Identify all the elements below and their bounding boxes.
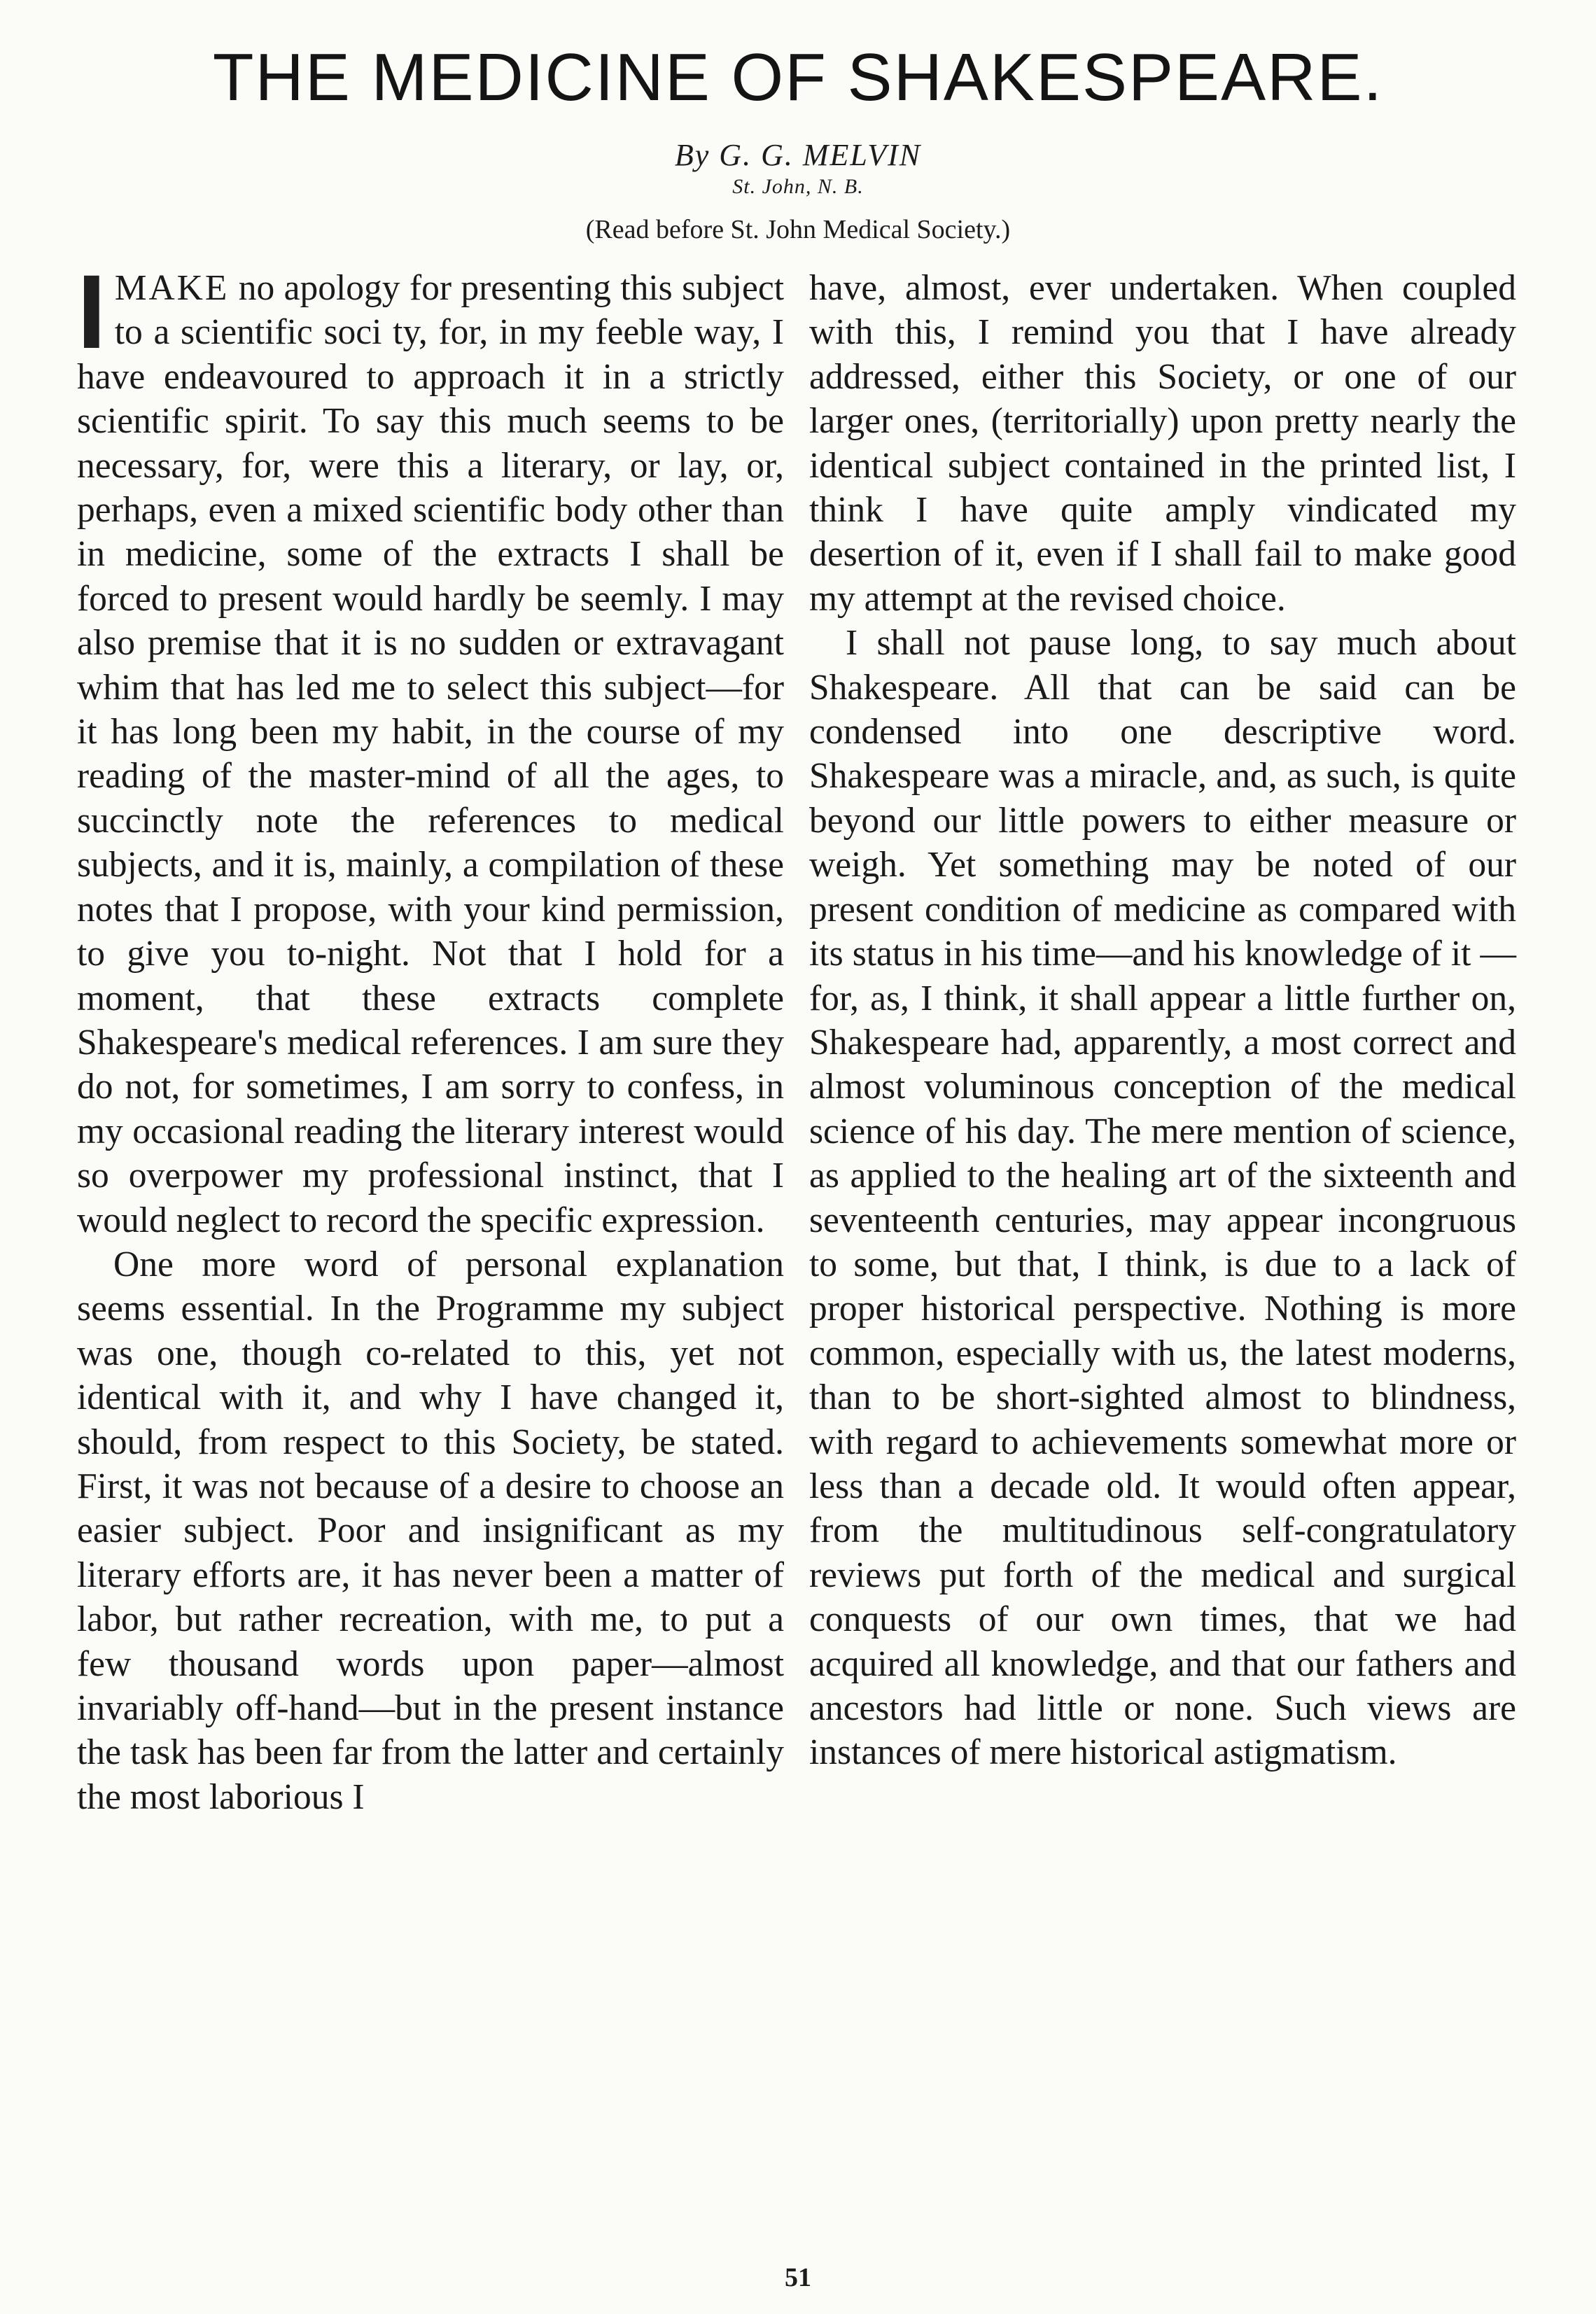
drop-cap: I: [77, 253, 106, 370]
paragraph: have, almost, ever undertaken. When coupled with this, I remind you that I have already addressed, either this Society, or one of our larger ones, (territorially) upon pretty nearly the identical subject contained in the printed list, I think I have quite amply vindicated my desertion of it, even if I shall fail to make good my attempt at the revised choice.: [809, 268, 1516, 619]
read-before-note: (Read before St. John Medical Society.): [585, 215, 1011, 244]
paragraph-text: no apology for presenting this subject to a scientific soci ty, for, in my feeble way, I have endeavoured to approach it in a strictly scientific spirit. To say this much seems to be necessary, for, were this a literary, or lay, or, perhaps, even a mixed scientific body other than in medicine, some of the extracts I shall be forced to present would hardly be seemly. I may also premise that it is no sudden or extravagant whim that has led me to select this subject—for it has long been my habit, in the course of my reading of the master-mind of all the ages, to succinctly note the references to medical subjects, and it is, mainly, a compilation of these notes that I propose, with your kind permission, to give you to-night. Not that I hold for a moment, that these extracts complete Shakespeare's medical references. I am sure they do not, for sometimes, I am sorry to confess, in my occasional reading the literary interest would so overpower my professional instinct, that I would neglect to record the specific expression.: [77, 268, 785, 1240]
paragraph: One more word of personal explanation seems essential. In the Programme my subject was one, though co-related to this, yet not identical with it, and why I have changed it, should, from respect to this Society, be stated. First, it was not because of a desire to choose an easier subject. Poor and insignificant as my literary efforts are, it has never been a matter of labor, but rather recreation, with me, to put a few thousand words upon paper—almost invariably off-hand—but in the present instance the task has been far from the latter and certainly the most laborious I: [77, 1244, 784, 1817]
author-byline: By G. G. MELVIN: [674, 138, 922, 172]
paragraph: [77, 253, 785, 1242]
author-location: St. John, N. B.: [732, 175, 864, 198]
lead-word: MAKE: [114, 268, 230, 308]
article-title: THE MEDICINE OF SHAKESPEARE.: [212, 40, 1384, 115]
paragraph: I shall not pause long, to say much about Shakespeare. All that can be said can be condensed into one descriptive word. Shakespeare was a miracle, and, as such, is quite beyond our little powers to either measure or weigh. Yet something may be noted of our present condition of medicine as compared with its status in his time—and his knowledge of it —for, as, I think, it shall appear a little further on, Shakespeare had, apparently, a most correct and almost voluminous conception of the medical science of his day. The mere mention of science, as applied to the healing art of the sixteenth and seventeenth centuries, may appear incongruous to some, but that, I think, is due to a lack of proper historical perspective. Nothing is more common, especially with us, the latest moderns, than to be short-sighted almost to blindness, with regard to achievements somewhat more or less than a decade old. It would often appear, from the multitudinous self-congratulatory reviews put forth of the medical and surgical conquests of our own times, that we had acquired all knowledge, and that our fathers and ancestors had little or none. Such views are instances of mere historical astigmatism.: [809, 623, 1516, 1773]
page-number: 51: [785, 2263, 811, 2292]
left-column: [77, 253, 785, 1819]
right-column: [809, 266, 1516, 1775]
